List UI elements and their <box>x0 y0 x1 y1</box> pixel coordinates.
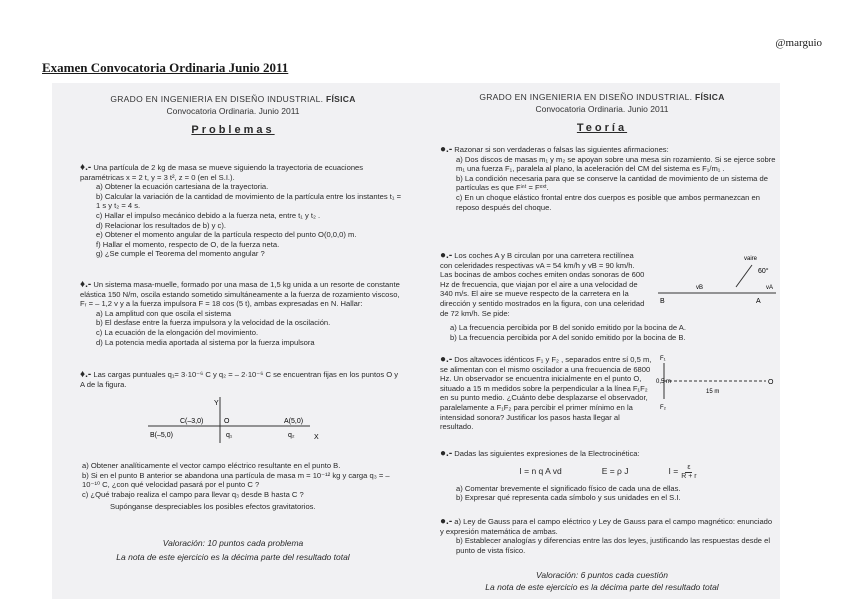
observer-distance-label: 15 m <box>706 389 720 395</box>
theory-5-item: a) Ley de Gauss para el campo eléctrico y Ley de Gauss para el campo magnético: enunciado y expresión matemática de ambas. <box>440 517 773 536</box>
charges-axis-figure <box>140 393 330 449</box>
problem-3-statement: Las cargas puntuales q₁= 3·10⁻⁶ C y q₂ = – 2·10⁻⁶ C se encuentran fijas en los puntos O y A de la figura. <box>80 370 399 389</box>
point-c-label: C(–3,0) <box>180 418 204 425</box>
scanned-exam-image <box>52 83 780 599</box>
theory-1-item: c) En un choque elástico frontal entre dos cuerpos es posible que ambos permanezcan en reposo después del choque. <box>456 192 760 212</box>
theory-valuation: Valoración: 6 puntos cada cuestión <box>536 570 668 580</box>
charge-q1-label: q₁ <box>226 432 233 439</box>
problem-3-item: a) Obtener analíticamente el vector campo eléctrico resultante en el punto B. <box>82 461 341 470</box>
electrokinetics-equations <box>440 464 776 481</box>
problem-3 <box>80 370 404 389</box>
speakers-figure <box>656 353 776 413</box>
air-angle-label: 60° <box>758 268 769 275</box>
problem-2-marker: ♦.- <box>80 279 92 290</box>
theory-2 <box>440 251 646 318</box>
theory-heading: Teoría <box>576 122 628 135</box>
y-axis-label: Y <box>214 400 219 407</box>
problem-1-item: a) Obtener la ecuación cartesiana de la trayectoria. <box>96 182 269 192</box>
equation-circuit <box>669 464 697 481</box>
theory-4-marker: ●.- <box>440 448 453 459</box>
theory-1 <box>440 145 776 212</box>
theory-2-statement: Los coches A y B circulan por una carretera rectilínea con celeridades respectivas vA = 54 km/h y vB = 90 km/h. Las bocinas de ambos coches emiten ondas sonoras de 600 Hz de frecuencia, que viajan por el aire a una velocidad de 340 m/s. El aire se mueve respecto de la carretera en la dirección y sentido mostrados en la figura, con una celeridad de 72 km/h. Se pide: <box>440 251 645 318</box>
point-b-label: B(–5,0) <box>150 432 173 439</box>
left-header-text: GRADO EN INGENIERIA EN DISEÑO INDUSTRIAL. <box>110 94 324 104</box>
problem-2-statement: Un sistema masa-muelle, formado por una masa de 1,5 kg unida a un resorte de constante elástica 150 N/m, oscila estando sometido simultáneamente a la fuerza de rozamiento viscoso, Fᵣ = – 1,2 v y a la fuerza impulsora F = 18 cos (5 t), ambas expresadas en N. Hallar: <box>80 280 400 309</box>
theory-note: La nota de este ejercicio es la décima parte del resultado total <box>485 582 719 592</box>
right-subheader: Convocatoria Ordinaria. Junio 2011 <box>535 103 669 114</box>
vb-label: vB <box>696 285 704 291</box>
problem-1-item: f) Hallar el momento, respecto de O, de la fuerza neta. <box>96 239 280 249</box>
problem-2-item: d) La potencia media aportada al sistema por la fuerza impulsora <box>96 337 315 347</box>
va-label: vA <box>766 285 774 291</box>
document-title: Examen Convocatoria Ordinaria Junio 2011 <box>42 60 289 75</box>
theory-1-statement: Razonar si son verdaderas o falsas las siguientes afirmaciones: <box>454 145 669 154</box>
theory-5-item: b) Establecer analogías y diferencias entre las dos leyes, justificando las respuestas desde el punto de vista físico. <box>456 536 771 555</box>
problem-1 <box>80 163 404 259</box>
problem-1-statement: Una partícula de 2 kg de masa se mueve siguiendo la trayectoria de ecuaciones paramétricas x = 2 t, y = 3 t², z = 0 (en el S.I.). <box>80 163 364 182</box>
theory-3-statement: Dos altavoces idénticos F₁ y F₂ , separados entre sí 0,5 m, se alimentan con el mismo oscilador a una frecuencia de 6800 Hz. Un observador se encuentra inicialmente en el punto O, situado a 15 m medidos sobre la perpendicular a la línea F₁F₂ en su punto medio. ¿Cuánto debe desplazarse el observador, paralelamente a F₁F₂ para percibir el primer mínimo en la intensidad sonora? Justificar los pasos hasta llegar al resultado. <box>440 355 652 432</box>
author-handle: @marguio <box>775 37 822 49</box>
problem-2-item: b) El desfase entre la fuerza impulsora y la velocidad de la oscilación. <box>96 318 331 328</box>
observer-point-label: O <box>768 379 774 386</box>
speaker-f2-label: F₂ <box>660 405 666 411</box>
theory-5 <box>440 517 776 555</box>
theory-5-marker: ●.- <box>440 516 453 527</box>
theory-4-statement: Dadas las siguientes expresiones de la Electrocinética: <box>454 449 640 458</box>
theory-4 <box>440 449 776 503</box>
problem-3-marker: ♦.- <box>80 369 92 380</box>
equation-numerator: ε <box>687 463 691 471</box>
speaker-f1-label: F₁ <box>660 356 666 362</box>
problem-2-item: a) La amplitud con que oscila el sistema <box>96 308 232 318</box>
problem-1-item: b) Calcular la variación de la cantidad de movimiento de la partícula entre los instantes t₁ = 1 s y t₂ = 4 s. <box>96 191 401 211</box>
theory-1-marker: ●.- <box>440 144 453 155</box>
theory-2-items <box>450 323 776 342</box>
problem-3-item: b) Si en el punto B anterior se abandona una partícula de masa m = 10⁻¹² kg y carga q₃ = – 10⁻¹⁰ C, ¿con qué velocidad pasará por el punto C ? <box>82 470 390 490</box>
right-header-text: GRADO EN INGENIERIA EN DISEÑO INDUSTRIAL. <box>479 92 693 102</box>
right-header <box>424 93 780 103</box>
point-o-label: O <box>224 418 230 425</box>
car-a-label: A <box>756 298 761 305</box>
theory-1-item: b) La condición necesaria para que se conserve la cantidad de movimiento de un sistema de partículas es que Fⁱⁿᵗ = Fᵉˣᵗ. <box>456 173 768 193</box>
theory-4-item: a) Comentar brevemente el significado físico de cada una de ellas. <box>456 483 681 493</box>
problem-1-item: d) Relacionar los resultados de b) y c). <box>96 220 226 230</box>
left-header <box>52 95 414 105</box>
air-velocity-label: vaire <box>744 256 758 262</box>
problem-3-items <box>82 461 404 512</box>
problem-1-item: e) Obtener el momento angular de la partícula respecto del punto O(0,0,0) m. <box>96 230 357 240</box>
theory-2-item: b) La frecuencia percibida por A del sonido emitido por la bocina de B. <box>450 332 686 342</box>
left-subheader: Convocatoria Ordinaria. Junio 2011 <box>166 105 300 116</box>
problems-heading: Problemas <box>191 124 275 137</box>
theory-2-item: a) La frecuencia percibida por B del sonido emitido por la bocina de A. <box>450 323 686 332</box>
speaker-distance-label: 0,5 m <box>656 379 672 385</box>
theory-4-item: b) Expresar qué representa cada símbolo y sus unidades en el S.I. <box>456 493 681 503</box>
problem-1-item: g) ¿Se cumple el Teorema del momento angular ? <box>96 249 265 259</box>
point-a-label: A(5,0) <box>284 418 304 425</box>
cars-road-figure <box>652 251 780 307</box>
problem-1-marker: ♦.- <box>80 162 92 173</box>
left-header-subject: FÍSICA <box>326 94 356 104</box>
equation-ohm-local: E = ρ J <box>601 466 629 477</box>
theory-3-marker: ●.- <box>440 354 453 365</box>
problem-3-item: c) ¿Qué trabajo realiza el campo para llevar q₃ desde B hasta C ? <box>82 489 304 499</box>
car-b-label: B <box>660 298 665 305</box>
theory-1-item: a) Dos discos de masas m₁ y m₂ se apoyan sobre una mesa sin rozamiento. Si se ejerce sobre m₁ una fuerza F₁, paralela al plano, la aceleración del CM del sistema es F₁/m₁ . <box>456 154 776 174</box>
problem-3-note: Supónganse despreciables los posibles efectos gravitatorios. <box>110 502 316 512</box>
theory-3 <box>440 355 652 432</box>
right-header-subject: FÍSICA <box>695 92 725 102</box>
problem-1-item: c) Hallar el impulso mecánico debido a la fuerza neta, entre t₁ y t₂ . <box>96 210 321 220</box>
equation-circuit-lhs: I = <box>668 466 679 477</box>
equation-denominator: R + r <box>681 472 697 480</box>
problems-note: La nota de este ejercicio es la décima parte del resultado total <box>116 552 350 562</box>
equation-fraction <box>681 464 696 481</box>
x-axis-label: X <box>314 434 319 441</box>
theory-2-marker: ●.- <box>440 250 453 261</box>
problem-2 <box>80 280 404 347</box>
equation-current-density: I = n q A vd <box>519 466 562 477</box>
charge-q2-label: q₂ <box>288 432 295 439</box>
air-velocity-arrow <box>736 265 752 287</box>
problems-valuation: Valoración: 10 puntos cada problema <box>162 538 304 548</box>
problem-2-item: c) La ecuación de la elongación del movimiento. <box>96 327 259 337</box>
